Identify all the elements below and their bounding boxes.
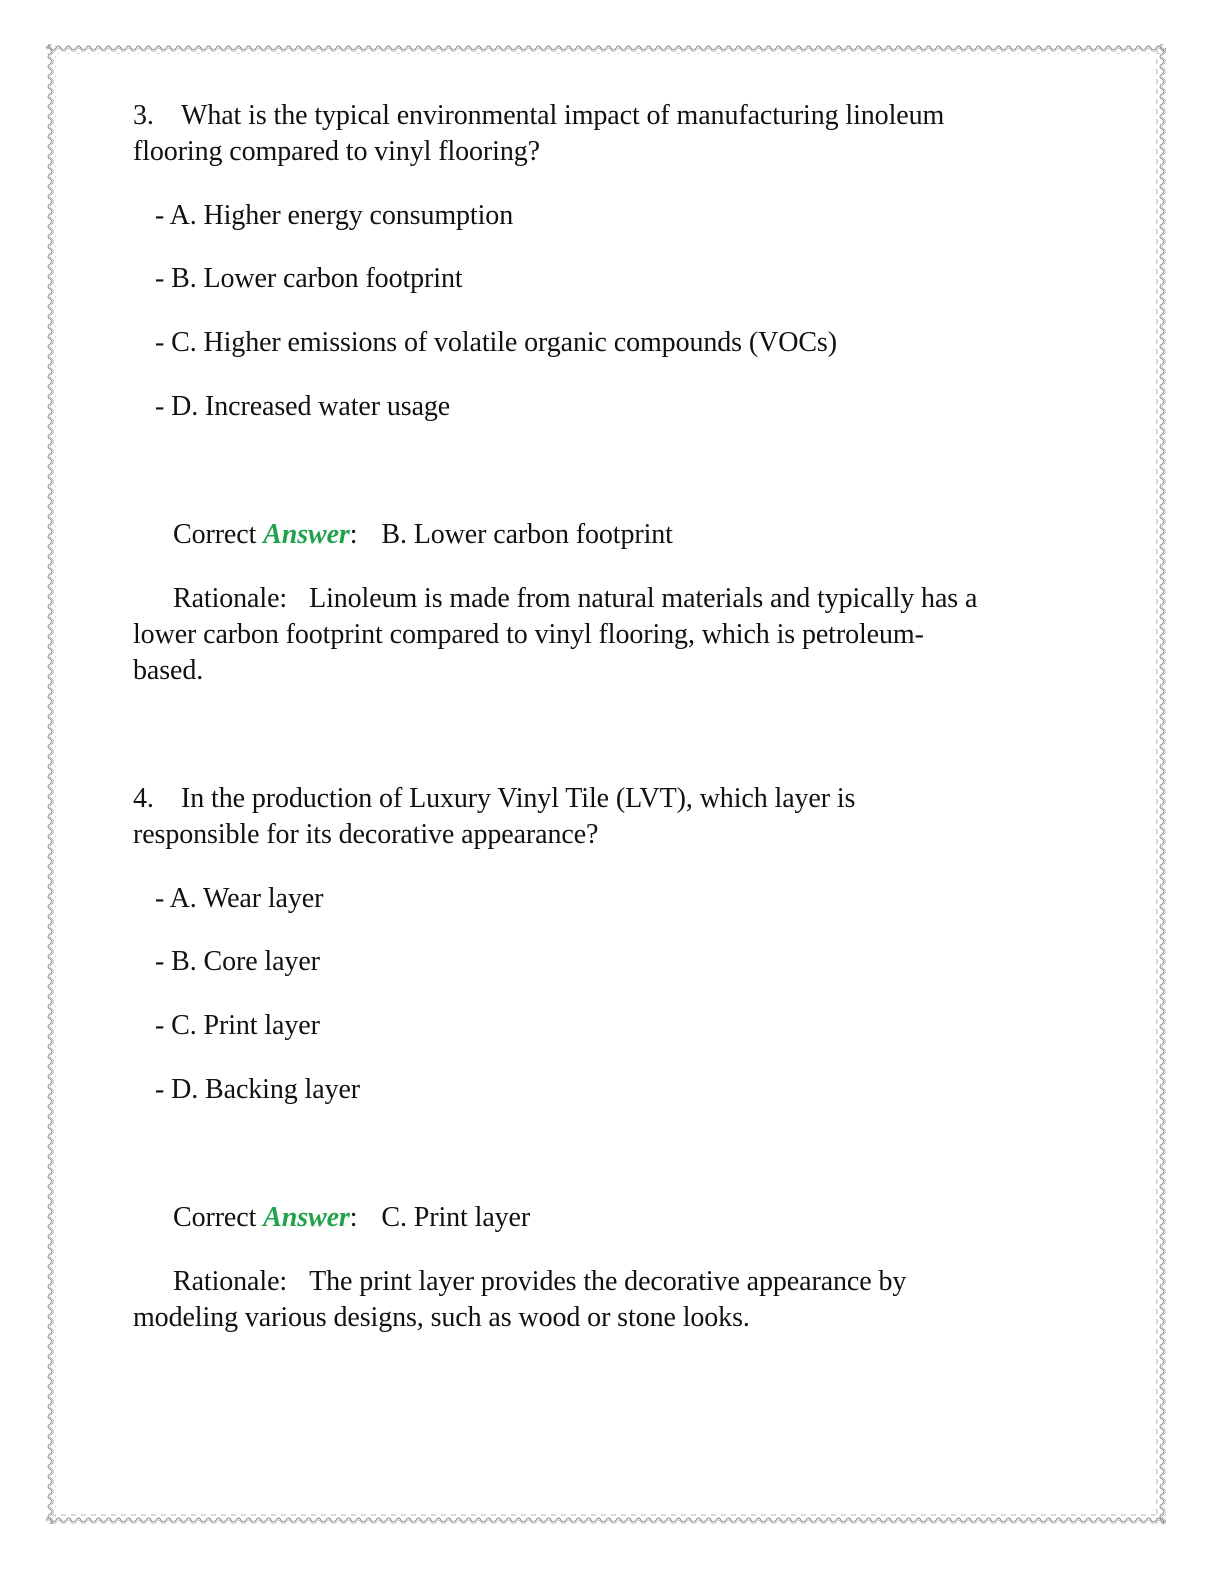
- question-3-option-a: - A. Higher energy consumption: [155, 200, 514, 231]
- question-4-correct-answer: [173, 1200, 530, 1236]
- question-3-number: 3.: [133, 100, 154, 131]
- question-4-rationale-line2: modeling various designs, such as wood or stone looks.: [133, 1302, 750, 1333]
- rationale-text-line1: The print layer provides the decorative appearance by: [309, 1266, 907, 1297]
- question-3-text-line1: What is the typical environmental impact of manufacturing linoleum: [181, 100, 945, 131]
- rationale-label: Rationale:: [173, 583, 288, 614]
- question-3-correct-answer: [173, 517, 673, 553]
- question-3-option-b: - B. Lower carbon footprint: [155, 263, 463, 294]
- correct-label: Correct: [173, 1202, 264, 1233]
- question-4-line1: [133, 781, 855, 817]
- question-3-rationale-line1: [173, 581, 977, 617]
- question-4-text-line2: responsible for its decorative appearance?: [133, 819, 599, 850]
- rationale-label: Rationale:: [173, 1266, 288, 1297]
- answer-colon: :: [349, 519, 358, 550]
- question-3-option-c: - C. Higher emissions of volatile organic compounds (VOCs): [155, 327, 837, 358]
- question-4-number: 4.: [133, 783, 154, 814]
- answer-colon: :: [349, 1202, 358, 1233]
- answer-word: Answer: [263, 519, 350, 550]
- question-3-text-line2: flooring compared to vinyl flooring?: [133, 136, 540, 167]
- question-3-rationale-line2: lower carbon footprint compared to vinyl flooring, which is petroleum-: [133, 619, 924, 650]
- correct-answer-value: C. Print layer: [381, 1202, 531, 1233]
- question-3-option-d: - D. Increased water usage: [155, 391, 451, 422]
- question-3-rationale-line3: based.: [133, 655, 204, 686]
- question-3-line1: [133, 98, 944, 134]
- question-4-text-line1: In the production of Luxury Vinyl Tile (LVT), which layer is: [181, 783, 856, 814]
- question-4-option-a: - A. Wear layer: [155, 883, 324, 914]
- question-4-option-d: - D. Backing layer: [155, 1074, 361, 1105]
- question-4-option-b: - B. Core layer: [155, 946, 320, 977]
- answer-word: Answer: [263, 1202, 350, 1233]
- rationale-text-line1: Linoleum is made from natural materials and typically has a: [309, 583, 978, 614]
- question-4-option-c: - C. Print layer: [155, 1010, 320, 1041]
- correct-answer-value: B. Lower carbon footprint: [381, 519, 673, 550]
- correct-label: Correct: [173, 519, 264, 550]
- question-4-rationale-line1: [173, 1264, 906, 1300]
